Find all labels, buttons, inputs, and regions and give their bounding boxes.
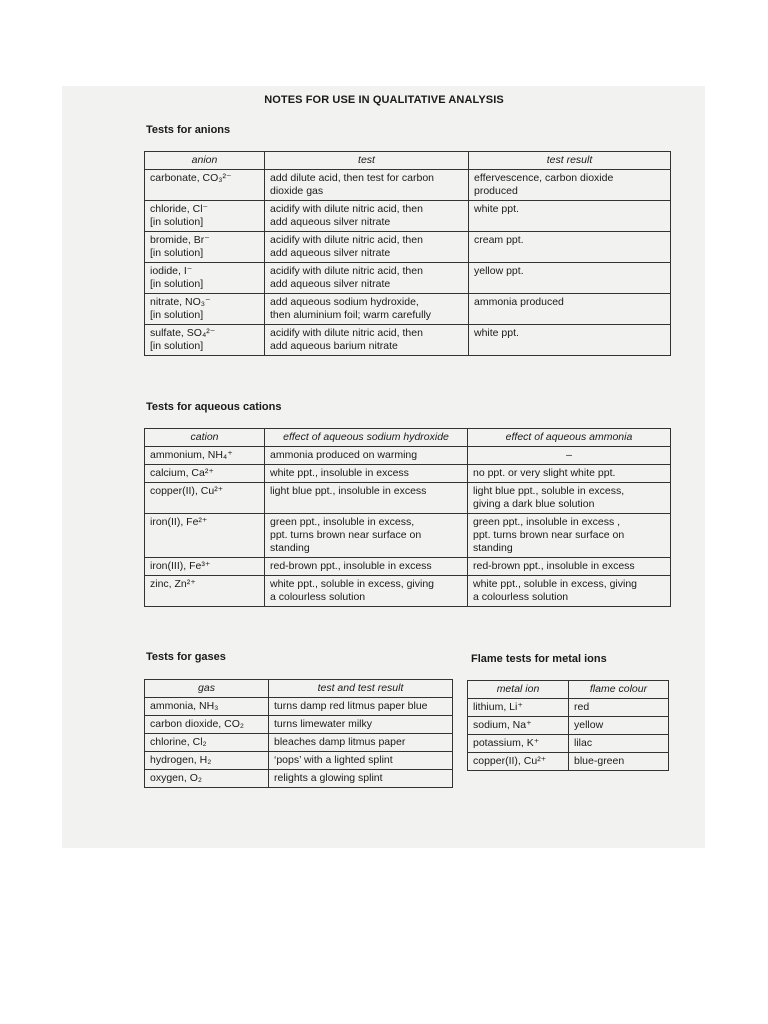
result-cell-line: produced	[474, 185, 518, 197]
test-cell-line: add dilute acid, then test for carbon	[270, 172, 435, 184]
cation-cell-line: zinc, Zn²⁺	[150, 578, 196, 590]
result-cell-line: cream ppt.	[474, 234, 524, 246]
anion-cell	[145, 170, 265, 201]
test-cell	[265, 325, 469, 356]
ammonia-cell-line: a colourless solution	[473, 591, 569, 603]
ammonia-cell-line: –	[566, 449, 572, 461]
anion-cell	[145, 232, 265, 263]
ammonia-cell-line: white ppt., soluble in excess, giving	[473, 578, 638, 590]
table-header-row	[145, 680, 453, 698]
naoh-cell-line: green ppt., insoluble in excess,	[270, 516, 415, 528]
table-row	[145, 483, 671, 514]
cation-cell	[145, 483, 265, 514]
cation-cell-line: copper(II), Cu²⁺	[150, 485, 224, 497]
cation-cell	[145, 576, 265, 607]
gas-test-cell: relights a glowing splint	[269, 770, 453, 788]
result-cell	[469, 325, 671, 356]
naoh-cell	[265, 465, 468, 483]
result-cell	[469, 232, 671, 263]
anion-cell-line: chloride, Cl⁻	[150, 203, 209, 215]
naoh-cell-line: ammonia produced on warming	[270, 449, 418, 461]
naoh-cell-line: white ppt., soluble in excess, giving	[270, 578, 435, 590]
table-row	[145, 201, 671, 232]
cation-cell-line: ammonium, NH₄⁺	[150, 449, 233, 461]
test-cell-line: add aqueous silver nitrate	[270, 278, 391, 290]
result-cell-line: white ppt.	[474, 203, 519, 215]
anions-heading: Tests for anions	[146, 124, 231, 136]
table-row	[145, 263, 671, 294]
table-row	[145, 325, 671, 356]
test-cell	[265, 263, 469, 294]
result-cell	[469, 170, 671, 201]
table-header-row	[145, 429, 671, 447]
result-cell-line: white ppt.	[474, 327, 519, 339]
ammonia-cell-line: standing	[473, 542, 513, 554]
test-cell-line: then aluminium foil; warm carefully	[270, 309, 432, 321]
test-cell-line: add aqueous sodium hydroxide,	[270, 296, 419, 308]
table-row	[145, 170, 671, 201]
header-anion: anion	[145, 152, 265, 170]
result-cell	[469, 294, 671, 325]
table-row	[145, 752, 453, 770]
naoh-cell	[265, 514, 468, 558]
anion-cell-line: [in solution]	[150, 340, 204, 352]
cation-cell-line: calcium, Ca²⁺	[150, 467, 214, 479]
header-gas: gas	[145, 680, 269, 698]
ammonia-cell-line: green ppt., insoluble in excess ,	[473, 516, 621, 528]
header-metal-ion: metal ion	[468, 681, 569, 699]
cations-heading: Tests for aqueous cations	[146, 401, 282, 413]
gas-test-cell: turns damp red litmus paper blue	[269, 698, 453, 716]
table-row	[468, 735, 669, 753]
table-row	[145, 447, 671, 465]
result-cell-line: effervescence, carbon dioxide	[474, 172, 614, 184]
anion-cell-line: [in solution]	[150, 216, 204, 228]
anion-cell	[145, 325, 265, 356]
header-test: test	[265, 152, 469, 170]
flame-colour-cell: blue-green	[569, 753, 669, 771]
header-naoh: effect of aqueous sodium hydroxide	[265, 429, 468, 447]
ammonia-cell	[468, 576, 671, 607]
gas-cell: carbon dioxide, CO₂	[145, 716, 269, 734]
anion-cell-line: [in solution]	[150, 278, 204, 290]
gases-table	[144, 679, 453, 788]
ammonia-cell-line: no ppt. or very slight white ppt.	[473, 467, 616, 479]
cation-cell	[145, 447, 265, 465]
flame-colour-cell: lilac	[569, 735, 669, 753]
ammonia-cell-line: giving a dark blue solution	[473, 498, 595, 510]
gas-test-cell: bleaches damp litmus paper	[269, 734, 453, 752]
table-row	[145, 716, 453, 734]
result-cell-line: ammonia produced	[474, 296, 564, 308]
cation-cell	[145, 465, 265, 483]
test-cell	[265, 232, 469, 263]
anions-table	[144, 151, 671, 356]
ammonia-cell	[468, 447, 671, 465]
metal-ion-cell: copper(II), Cu²⁺	[468, 753, 569, 771]
cation-cell	[145, 514, 265, 558]
table-row	[468, 753, 669, 771]
result-cell-line: yellow ppt.	[474, 265, 524, 277]
anion-cell	[145, 294, 265, 325]
cation-cell-line: iron(III), Fe³⁺	[150, 560, 211, 572]
ammonia-cell	[468, 514, 671, 558]
table-header-row	[145, 152, 671, 170]
header-test-result: test result	[469, 152, 671, 170]
header-test-and-result: test and test result	[269, 680, 453, 698]
ammonia-cell-line: light blue ppt., soluble in excess,	[473, 485, 625, 497]
gas-cell: ammonia, NH₃	[145, 698, 269, 716]
result-cell	[469, 263, 671, 294]
cation-cell	[145, 558, 265, 576]
test-cell-line: acidify with dilute nitric acid, then	[270, 234, 423, 246]
gases-heading: Tests for gases	[146, 651, 226, 663]
flame-colour-cell: red	[569, 699, 669, 717]
ammonia-cell-line: ppt. turns brown near surface on	[473, 529, 625, 541]
gas-test-cell: turns limewater milky	[269, 716, 453, 734]
header-cation: cation	[145, 429, 265, 447]
table-row	[468, 699, 669, 717]
metal-ion-cell: sodium, Na⁺	[468, 717, 569, 735]
table-row	[468, 717, 669, 735]
flame-table	[467, 680, 669, 771]
anion-cell-line: [in solution]	[150, 247, 204, 259]
gas-cell: oxygen, O₂	[145, 770, 269, 788]
metal-ion-cell: potassium, K⁺	[468, 735, 569, 753]
cations-table	[144, 428, 671, 607]
test-cell-line: acidify with dilute nitric acid, then	[270, 265, 423, 277]
table-row	[145, 465, 671, 483]
test-cell-line: dioxide gas	[270, 185, 324, 197]
ammonia-cell	[468, 465, 671, 483]
gas-test-cell: ‘pops’ with a lighted splint	[269, 752, 453, 770]
anion-cell	[145, 263, 265, 294]
table-row	[145, 294, 671, 325]
metal-ion-cell: lithium, Li⁺	[468, 699, 569, 717]
table-row	[145, 770, 453, 788]
anion-cell	[145, 201, 265, 232]
anion-cell-line: bromide, Br⁻	[150, 234, 210, 246]
table-row	[145, 514, 671, 558]
table-header-row	[468, 681, 669, 699]
table-row	[145, 558, 671, 576]
flame-colour-cell: yellow	[569, 717, 669, 735]
naoh-cell-line: a colourless solution	[270, 591, 366, 603]
test-cell-line: acidify with dilute nitric acid, then	[270, 203, 423, 215]
naoh-cell-line: light blue ppt., insoluble in excess	[270, 485, 427, 497]
ammonia-cell	[468, 558, 671, 576]
gas-cell: hydrogen, H₂	[145, 752, 269, 770]
table-row	[145, 232, 671, 263]
test-cell	[265, 170, 469, 201]
anion-cell-line: [in solution]	[150, 309, 204, 321]
naoh-cell	[265, 558, 468, 576]
anion-cell-line: nitrate, NO₃⁻	[150, 296, 211, 308]
anion-cell-line: sulfate, SO₄²⁻	[150, 327, 216, 339]
table-row	[145, 698, 453, 716]
anion-cell-line: iodide, I⁻	[150, 265, 193, 277]
naoh-cell-line: red-brown ppt., insoluble in excess	[270, 560, 432, 572]
table-row	[145, 734, 453, 752]
result-cell	[469, 201, 671, 232]
header-flame-colour: flame colour	[569, 681, 669, 699]
test-cell-line: add aqueous silver nitrate	[270, 247, 391, 259]
table-row	[145, 576, 671, 607]
test-cell	[265, 201, 469, 232]
flame-heading: Flame tests for metal ions	[471, 653, 607, 665]
test-cell-line: acidify with dilute nitric acid, then	[270, 327, 423, 339]
naoh-cell	[265, 447, 468, 465]
naoh-cell	[265, 483, 468, 514]
test-cell	[265, 294, 469, 325]
cation-cell-line: iron(II), Fe²⁺	[150, 516, 208, 528]
test-cell-line: add aqueous silver nitrate	[270, 216, 391, 228]
test-cell-line: add aqueous barium nitrate	[270, 340, 398, 352]
naoh-cell	[265, 576, 468, 607]
naoh-cell-line: standing	[270, 542, 310, 554]
ammonia-cell	[468, 483, 671, 514]
naoh-cell-line: ppt. turns brown near surface on	[270, 529, 422, 541]
anion-cell-line: carbonate, CO₃²⁻	[150, 172, 232, 184]
naoh-cell-line: white ppt., insoluble in excess	[270, 467, 409, 479]
gas-cell: chlorine, Cl₂	[145, 734, 269, 752]
header-ammonia: effect of aqueous ammonia	[468, 429, 671, 447]
ammonia-cell-line: red-brown ppt., insoluble in excess	[473, 560, 635, 572]
page-title: NOTES FOR USE IN QUALITATIVE ANALYSIS	[264, 94, 504, 106]
